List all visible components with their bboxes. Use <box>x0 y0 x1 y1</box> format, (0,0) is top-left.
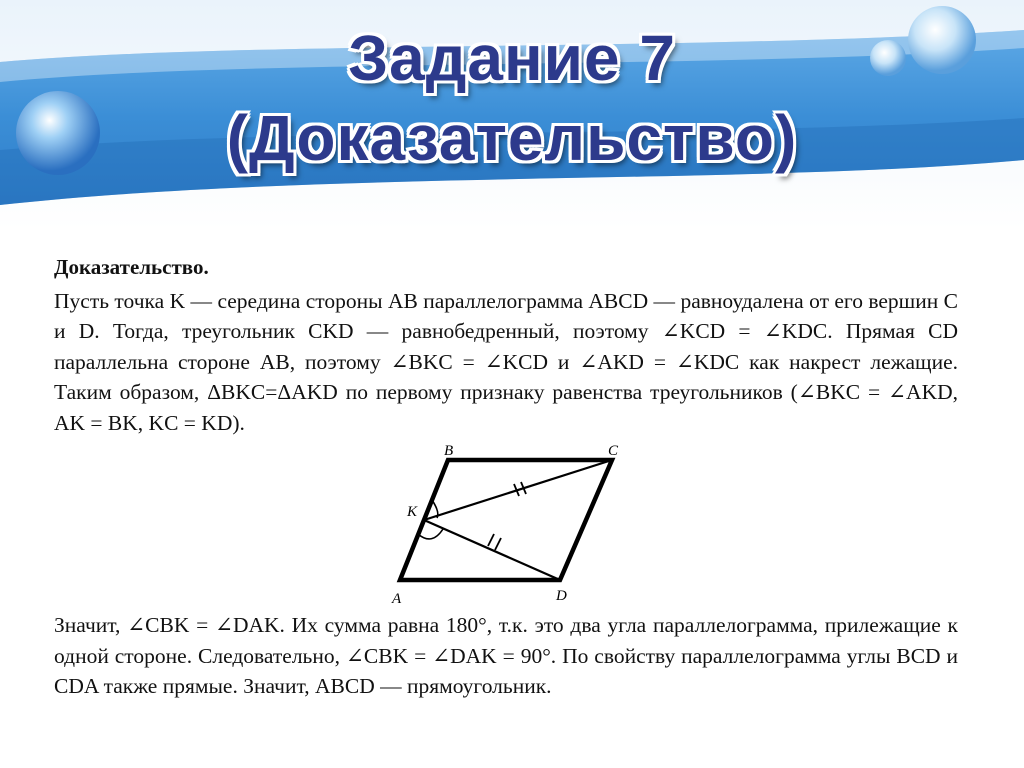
title-line-2: (Доказательство) <box>226 102 798 174</box>
proof-paragraph-2: Значит, ∠CBK = ∠DAK. Их сумма равна 180°, т.к. это два угла параллелограмма, прилежащие к одной стороне. Следовательно, ∠CBK = ∠DAK = 90°. По свойству параллелограмма углы BCD и CDA также прямые. Значит, ABCD — прямоугольник. <box>54 613 958 698</box>
tick-kd-2 <box>495 538 501 550</box>
slide-title <box>0 18 1024 178</box>
tick-kd-1 <box>488 534 494 546</box>
proof-text-bottom <box>54 610 958 702</box>
parallelogram-figure <box>380 438 640 610</box>
segment-kd <box>424 520 560 580</box>
label-b: B <box>444 443 454 459</box>
title-line-1: Задание 7 <box>348 22 676 94</box>
label-a: A <box>392 591 402 607</box>
parallelogram-abcd <box>400 460 612 580</box>
label-c: C <box>608 443 619 459</box>
proof-paragraph-1: Пусть точка K — середина стороны AB параллелограмма ABCD — равноудалена от его вершин C и D. Тогда, треугольник CKD — равнобедренный, поэтому ∠KCD = ∠KDC. Прямая CD параллельна стороне AB, поэтому ∠BKC = ∠KCD и ∠AKD = ∠KDC как накрест лежащие. Таким образом, ΔBKC=ΔAKD по первому признаку равенства треугольников (∠BKC = ∠AKD, AK = BK, KC = KD). <box>54 288 958 435</box>
label-d: D <box>556 588 567 604</box>
proof-heading: Доказательство. <box>54 255 209 279</box>
segment-kc <box>424 460 612 520</box>
label-k: K <box>407 504 418 520</box>
proof-text-top <box>54 252 958 438</box>
